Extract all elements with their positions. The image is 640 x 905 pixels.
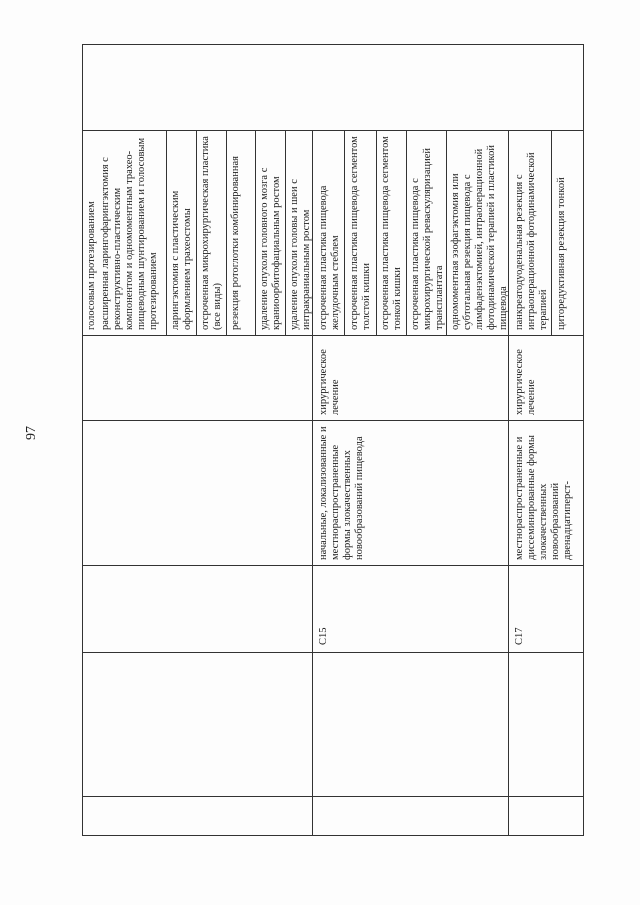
method-cell: отсроченная пластика пищевода с микрохирургической реваскуляризацией трансплантата — [410, 148, 445, 330]
method-cell: отсроченная микрохирургическая пластика (все виды) — [200, 136, 223, 330]
treatment-type: хирургическое лечение — [318, 349, 341, 415]
method-cell: удаление опухоли головного мозга с краниоорбитофациальным ростом — [259, 167, 282, 330]
icd-code: C17 — [514, 627, 525, 645]
method-cell: отсроченная пластика пищевода сегментом толстой кишки — [349, 136, 372, 330]
method-cell: отсроченная пластика пищевода желудочным стеблем — [318, 185, 341, 330]
page-number: 97 — [24, 426, 39, 440]
method-cell: удаление опухоли головы и шеи с интракраниальным ростом — [289, 179, 312, 330]
method-cell: одномоментная эзофагэктомия или субтотальная резекция пищевода с лимфаденэктомией, интраоперационной фотодинамической терапией и пластикой пищевода — [450, 145, 509, 330]
method-cell: резекция ротоглотки комбинированная — [230, 156, 241, 330]
method-cell: голосовым протезированием — [86, 201, 97, 330]
patient-model: начальные, локализованные и местнораспространенные формы злокачественных новообразований пищевода — [318, 426, 365, 560]
method-cell: цитoредуктивная резекция тонкой — [556, 177, 567, 330]
method-cell: панкреатодуоденальная резекция с интраоперационной фотодинамической терапией — [514, 152, 549, 330]
patient-model: местнораспространенные и диссеминированные формы злокачественных новообразований двенадцатиперст- — [514, 435, 573, 560]
method-cell: отсроченная пластика пищевода сегментом тонкой кишки — [380, 136, 403, 330]
method-cell: ларингэктомия с пластическим оформлением трахеостомы — [170, 190, 193, 330]
treatment-type: хирургическое лечение — [514, 349, 537, 415]
method-cell: расширенная ларингофарингэктомия с реконструктивно-пластическим компонентом и одномоментным трахео-пищеводным шунтированием и голосовым протезированием — [100, 137, 159, 330]
icd-code: C15 — [318, 627, 329, 645]
